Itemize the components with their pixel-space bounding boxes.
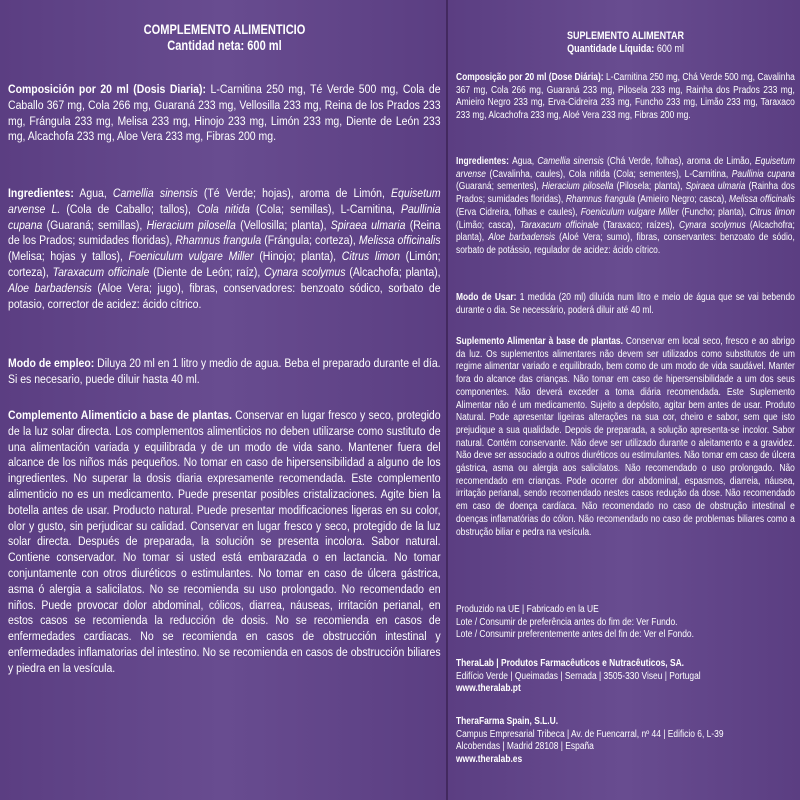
- botanical-name: Citrus limon: [749, 206, 795, 218]
- spanish-title: COMPLEMENTO ALIMENTICIO: [143, 22, 306, 37]
- ingredient-text: (Cola de Caballo; tallos),: [60, 201, 198, 216]
- botanical-name: Foeniculum vulgare Miller: [580, 206, 679, 218]
- company-therafarma: [456, 716, 795, 767]
- company2-name: TheraFarma Spain, S.L.U.: [456, 716, 559, 727]
- portuguese-net-value: 600 ml: [656, 43, 684, 55]
- portuguese-warning-label: Suplemento Alimentar à base de plantas.: [456, 336, 623, 347]
- portuguese-origin-lote: [456, 604, 795, 642]
- portuguese-net-quantity: [487, 43, 765, 56]
- botanical-name: Melissa officinalis: [729, 194, 795, 206]
- portuguese-usage: [456, 292, 795, 317]
- ingredient-text: (Limão; casca),: [456, 219, 520, 231]
- botanical-name: Spiraea ulmaria: [685, 181, 746, 193]
- spanish-usage-text: Diluya 20 ml en 1 litro y medio de agua. Beba el preparado durante el día. Si es necesario, puede diluir hasta 40 ml.: [8, 356, 441, 386]
- portuguese-composition: [456, 72, 795, 123]
- portuguese-net-label: Quantidade Líquida:: [567, 43, 655, 55]
- portuguese-warnings: [456, 336, 795, 539]
- spanish-warnings: [8, 408, 441, 677]
- ingredient-text: (Vellosilla; planta),: [235, 217, 331, 232]
- botanical-name: Foeniculum vulgare Miller: [128, 249, 254, 264]
- spanish-ingredients-label: Ingredientes:: [8, 186, 74, 200]
- ingredient-text: (Alcachofa; planta),: [345, 264, 441, 279]
- company1-address: Edifício Verde | Queimadas | Sernada | 3505-330 Viseu | Portugal: [456, 670, 701, 682]
- spanish-composition: [8, 82, 441, 145]
- ingredient-text: (Chá Verde, folhas), aroma de Limão,: [603, 156, 756, 167]
- portuguese-ingredients: [456, 156, 795, 258]
- botanical-name: Paullinia cupana: [8, 201, 441, 232]
- portuguese-label-panel: [448, 0, 800, 800]
- ingredient-text: (Guaraná; sementes),: [456, 181, 542, 193]
- ingredient-text: (Taraxaco; raízes),: [598, 219, 680, 231]
- ingredient-text: (Cavalinha, caules), Cola nitida (Cola; sementes), L-Carnitina,: [485, 168, 732, 180]
- portuguese-composition-text: L-Carnitina 250 mg, Chá Verde 500 mg, Cavalinha 367 mg, Cola 266 mg, Guaraná 233 mg, Pilosela 233 mg, Rainha dos Prados 233 mg, Amieiro Negro 233 mg, Erva-Cidreira 233 mg, Funcho 233 mg, Limão 233 mg, Taraxaco 233 mg, Alcachofra 233 mg, Aloé Vera 233 mg, Fibras 200 mg.: [456, 72, 795, 122]
- ingredient-text: (Melisa; hojas y tallos),: [8, 249, 129, 264]
- ingredient-text: (Diente de León; raíz),: [149, 264, 265, 279]
- ingredient-text: (Rainha dos Prados; sumidades floridas),: [456, 181, 795, 206]
- ingredient-text: (Amieiro Negro; casca),: [634, 194, 730, 206]
- botanical-name: Hieracium pilosella: [146, 217, 236, 232]
- spanish-composition-text: L-Carnitina 250 mg, Té Verde 500 mg, Cola de Caballo 367 mg, Cola 266 mg, Guaraná 233 mg, Vellosilla 233 mg, Reina de los Prados 233 mg, Frángula 233 mg, Melisa 233 mg, Hinojo 233 mg, Limón 233 mg, Diente de León 233 mg, Alcachofa 233 mg, Aloe Vera 233 mg, Fibras 200 mg.: [8, 82, 441, 144]
- portuguese-header: [456, 30, 795, 56]
- company1-website[interactable]: www.theralab.pt: [456, 683, 521, 695]
- portuguese-composition-label: Composição por 20 ml (Dose Diária):: [456, 72, 604, 83]
- botanical-name: Cola nitida: [197, 201, 250, 216]
- ingredient-text: Água,: [512, 156, 538, 167]
- botanical-name: Spiraea ulmaria: [330, 217, 406, 232]
- ingredient-text: (Frángula; corteza),: [261, 233, 359, 248]
- botanical-name: Rhamnus frangula: [565, 194, 635, 206]
- ingredient-text: (Cola; semillas), L-Carnitina,: [249, 201, 401, 216]
- botanical-name: Equisetum arvense: [456, 156, 795, 180]
- botanical-name: Equisetum arvense L.: [8, 186, 441, 216]
- botanical-name: Camellia sinensis: [112, 186, 198, 200]
- botanical-name: Aloe barbadensis: [8, 280, 92, 295]
- origin-line: Produzido na UE | Fabricado en la UE: [456, 604, 599, 615]
- spanish-warning-text: Conservar en lugar fresco y seco, protegido de la luz solar directa. Los complementos alimenticios no deben utilizarse como sustituto de una alimentación variada y equilibrada y de un modo de vida sano. Mantener fuera del alcance de los niños más pequeños. No tomar en caso de hipersensibilidad a alguno de los ingredientes. No superar la dosis diaria expresamente recomendada. Este complemento alimenticio no es un medicamento. Puede presentar posibles cristalizaciones. Agite bien la botella antes de usar. Producto natural. Puede presentar modificaciones ligeras en su color, olor y gusto, sin perjudicar su calidad. Conservar en lugar fresco y seco, protegido de la luz solar directa. Después de preparada, la solución se presenta incolora. Sabor natural. Contiene conservador. No tomar si usted está embarazada o en lactancia. No tomar conjuntamente con otros diuréticos o estimulantes. No tomar en caso de úlcera gástrica, asma ó alergia a salicilatos. No se recomienda su uso prolongado. No recomendado en niños. Puede provocar dolor abdominal, cólicos, diarrea, náuseas, irritación perianal, en estos casos se recomienda la reducción de dosis. No se recomienda en casos de enfermedades cardiacas. No se recomienda en casos de obstrucción intestinal y enfermedades inflamatorias del intestino. No se recomienda en casos de obstrucción biliares y piedra en la vesícula.: [8, 408, 441, 675]
- botanical-name: Paullinia cupana: [731, 168, 795, 180]
- spanish-net-quantity: [47, 38, 402, 54]
- company2-website[interactable]: www.theralab.es: [456, 754, 523, 766]
- botanical-name: Taraxacum officinale: [52, 264, 150, 279]
- ingredient-text: (Funcho; planta),: [678, 206, 750, 218]
- ingredient-text: (Alcachofra; planta),: [456, 219, 795, 244]
- botanical-name: Citrus limon: [341, 249, 400, 264]
- botanical-name: Cynara scolymus: [679, 219, 746, 231]
- spanish-net-label: Cantidad neta:: [167, 38, 245, 53]
- ingredient-text: (Pilosela; planta),: [613, 181, 686, 193]
- ingredient-text: (Erva Cidreira, folhas e caules),: [456, 206, 581, 218]
- ingredient-text: (Té Verde; hojas), aroma de Limón,: [197, 186, 392, 200]
- spanish-composition-label: Composición por 20 ml (Dosis Diaria):: [8, 82, 206, 96]
- ingredient-text: (Aloé Vera; sumo), fibras, conservantes: benzoato de sódio, sorbato de potássio, regulador de acidez: ácido cítrico.: [456, 232, 795, 256]
- portuguese-ingredients-label: Ingredientes:: [456, 156, 509, 167]
- spanish-net-value: 600 ml: [247, 38, 282, 53]
- botanical-name: Aloe barbadensis: [488, 232, 556, 244]
- botanical-name: Taraxacum officinale: [519, 219, 599, 231]
- portuguese-warning-text: Conservar em local seco, fresco e ao abrigo da luz. Os suplementos alimentares não devem ser utilizados como substitutos de um regime alimentar variado e equilibrado, bem como de um modo de vida saudável. Manter fora do alcance das crianças. Não tomar em caso de hipersensibilidade a um dos seus componentes. Não deverá exceder a toma diária recomendada. Este Suplemento Alimentar não é um medicamento. Sujeito a depósito, agitar bem antes de usar. Produto Natural. Pode apresentar ligeiras alterações na sua cor, cheiro e sabor, sem que isto prejudique a sua qualidade. Depois de preparada, a solução apresenta-se incolor. Sabor natural. Contém conservante. Não deve ser utilizado durante o aleitamento e a gravidez. Não deve ser associado a outros diuréticos ou estimulantes. Não tomar em caso de úlcera gástrica, asma ou alergia aos salicilatos. Não recomendado o uso prolongado. Não recomendado em crianças. Pode ocorrer dor abdominal, espasmos, diarreia, náusea, irritação perianal, sendo recomendado nestes casos redução da dose. Não recomendado em caso de doença cardíaca. Não recomendado no caso de obstrução intestinal e doenças inflamatórias do cólon. Não recomendado no caso de problemas biliares como a obstrução biliar e pedra na vesícula.: [456, 336, 795, 538]
- botanical-name: Rhamnus frangula: [175, 233, 262, 248]
- ingredient-text: (Reina de los Prados; sumidades floridas),: [8, 217, 441, 248]
- portuguese-usage-text: 1 medida (20 ml) diluída num litro e meio de água que se vai bebendo durante o dia. Se necessário, poderá diluir até 40 ml.: [456, 292, 795, 316]
- company-theralab: [456, 658, 795, 696]
- company1-name: TheraLab | Produtos Farmacêuticos e Nutracêuticos, SA.: [456, 658, 685, 669]
- spanish-ingredients: [8, 186, 441, 312]
- ingredient-text: (Aloe Vera; jugo), fibras, conservadores: benzoato sódico, sorbato de potasio, corrector de acidez: ácido cítrico.: [8, 280, 441, 311]
- portuguese-usage-label: Modo de Usar:: [456, 292, 517, 303]
- botanical-name: Melissa officinalis: [358, 233, 441, 248]
- botanical-name: Cynara scolymus: [264, 264, 346, 279]
- portuguese-title: SUPLEMENTO ALIMENTAR: [566, 30, 685, 42]
- ingredient-text: (Limón; corteza),: [8, 249, 441, 279]
- company2-address-1: Campus Empresarial Tribeca | Av. de Fuencarral, nº 44 | Edificio 6, L-39: [456, 728, 724, 740]
- ingredient-text: (Guaraná; semillas),: [42, 217, 147, 232]
- company2-address-2: Alcobendas | Madrid 28108 | España: [456, 741, 594, 753]
- spanish-warning-label: Complemento Alimenticio a base de plantas.: [8, 408, 232, 422]
- spanish-header: [8, 22, 441, 54]
- lote-pt: Lote / Consumir de preferência antes do fim de: Ver Fundo.: [456, 616, 678, 628]
- ingredient-text: Agua,: [79, 186, 113, 200]
- spanish-usage-label: Modo de empleo:: [8, 356, 95, 370]
- botanical-name: Camellia sinensis: [537, 156, 604, 167]
- ingredient-text: (Hinojo; planta),: [253, 249, 342, 264]
- botanical-name: Hieracium pilosella: [541, 181, 614, 193]
- lote-es: Lote / Consumir preferentemente antes del fin de: Ver el Fondo.: [456, 629, 694, 641]
- spanish-usage: [8, 356, 441, 388]
